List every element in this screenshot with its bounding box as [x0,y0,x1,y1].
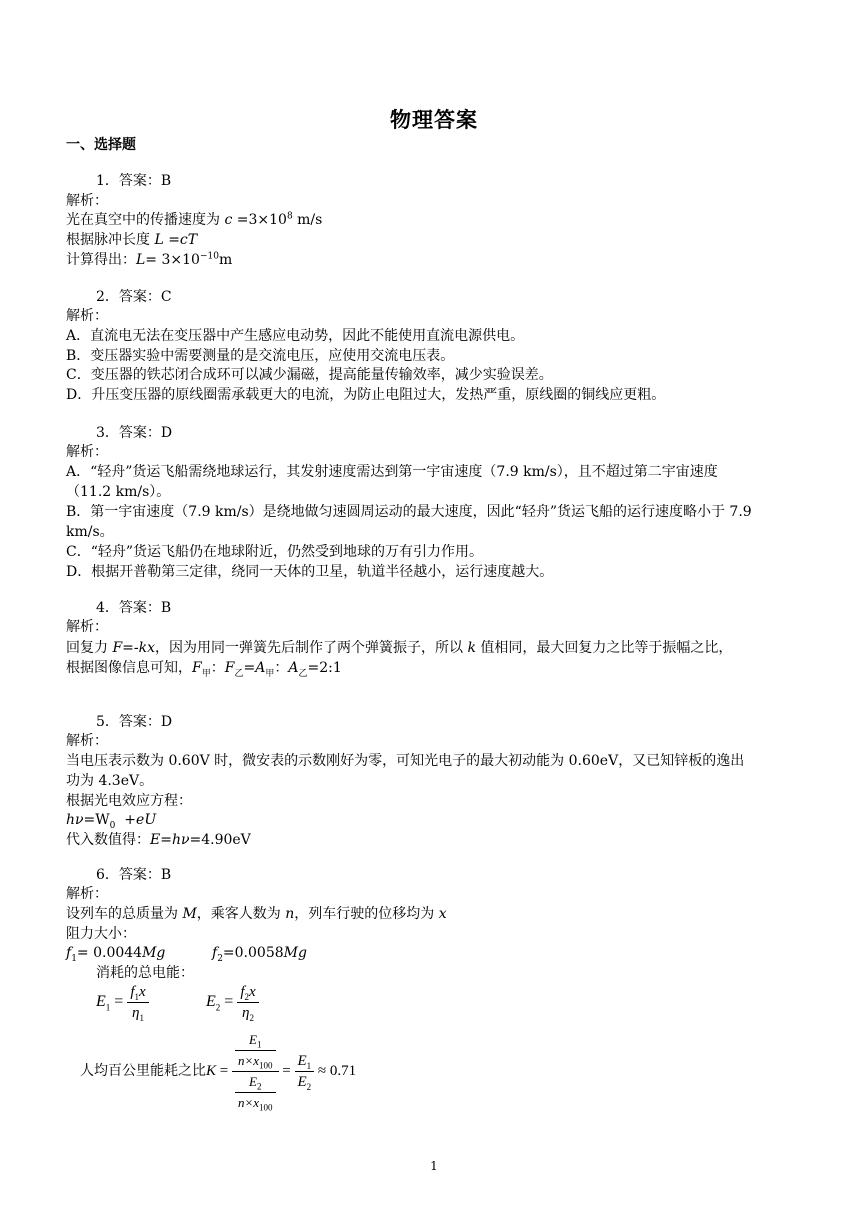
q6-analysis-label: 解析： [66,886,108,902]
q3-option-a-line-2: （11.2 km/s）。 [66,484,171,500]
q1-line-3: 计算得出：$L= 3\times 10^{-10}m$ [66,251,233,268]
q5-line-1: 当电压表示数为 0.60V 时，微安表的示数刚好为零，可知光电子的最大初动能为 0.60eV，又已知锌板的逸出 [66,753,745,769]
q1-line-2: 根据脉冲长度 L =cT [66,232,198,248]
q5-line-2: 功为 4.3eV。 [66,773,154,789]
page-title: 物理答案 [390,108,478,132]
section-title: 一、选择题 [66,137,136,153]
q4-line-2: 根据图像信息可知，$F_甲$：$F_乙=A_甲$：$A_乙=2:1$ [66,660,342,679]
q6-resistance-f1: $f_1= 0.0044Mg$ [66,945,166,964]
q3-option-b-line-2: km/s。 [66,524,114,540]
q1-analysis-label: 解析： [66,193,108,209]
q6-header: 6．答案：B [96,867,172,883]
q3-option-d: D．根据开普勒第三定律，绕同一天体的卫星，轨道半径越小，运行速度越大。 [66,564,554,580]
q3-header: 3．答案：D [96,425,173,441]
q3-option-a-line-1: A．“轻舟”货运飞船需绕地球运行，其发射速度需达到第一宇宙速度（7.9 km/s），且不超过第二宇宙速度 [66,464,718,480]
q4-line-1: 回复力 F=-kx，因为用同一弹簧先后制作了两个弹簧振子，所以 k 值相同，最大回复力之比等于振幅之比， [66,640,733,656]
q6-line-4: 消耗的总电能： [96,965,194,981]
q6-formula-e2: $E_2$ = $\frac{f_2x}{\eta_2}$ [206,982,259,1023]
q4-analysis-label: 解析： [66,619,108,635]
q1-header: 1．答案：B [96,173,172,189]
q3-option-b-line-1: B．第一宇宙速度（7.9 km/s）是绕地做匀速圆周运动的最大速度，因此“轻舟”货运飞船的运行速度略小于 7.9 [66,504,752,520]
q2-option-c: C．变压器的铁芯闭合成环可以减少漏磁，提高能量传输效率，减少实验误差。 [66,367,553,383]
q5-equation: $h\nu=W_0 +eU$ [66,812,157,831]
q6-formula-k: 人均百公里能耗之比K = $\frac{\frac{E_1}{n\times x_{100}}}{\frac{E_2}{n\times x_{100}}}$ = $\frac{E_1}{E_2}$ ≈ 0.71 [80,1032,357,1113]
q2-option-d: D．升压变压器的原线圈需承载更大的电流，为防止电阻过大，发热严重，原线圈的铜线应更粗。 [66,387,666,403]
q2-analysis-label: 解析： [66,308,108,324]
q2-option-b: B．变压器实验中需要测量的是交流电压，应使用交流电压表。 [66,348,455,364]
q5-header: 5．答案：D [96,714,173,730]
q5-analysis-label: 解析： [66,733,108,749]
page-number: 1 [430,1159,438,1173]
q4-header: 4．答案：B [96,600,172,616]
q3-analysis-label: 解析： [66,444,108,460]
q6-line-1: 设列车的总质量为 M，乘客人数为 n，列车行驶的位移均为 x [66,906,447,922]
q6-formula-e1: $E_1$ = $\frac{f_1x}{\eta_1}$ [96,982,149,1023]
q6-line-2: 阻力大小： [66,926,136,942]
q5-line-3: 根据光电效应方程： [66,793,192,809]
q5-result: 代入数值得：E=hν=4.90eV [66,832,251,848]
q2-header: 2．答案：C [96,289,172,305]
q1-line-1: 光在真空中的传播速度为 $c =3\times 10^8$ m/s [66,211,323,228]
q6-resistance-f2: $f_2=0.0058Mg$ [212,945,307,964]
q2-option-a: A．直流电无法在变压器中产生感应电动势，因此不能使用直流电源供电。 [66,328,525,344]
q3-option-c: C．“轻舟”货运飞船仍在地球附近，仍然受到地球的万有引力作用。 [66,544,484,560]
